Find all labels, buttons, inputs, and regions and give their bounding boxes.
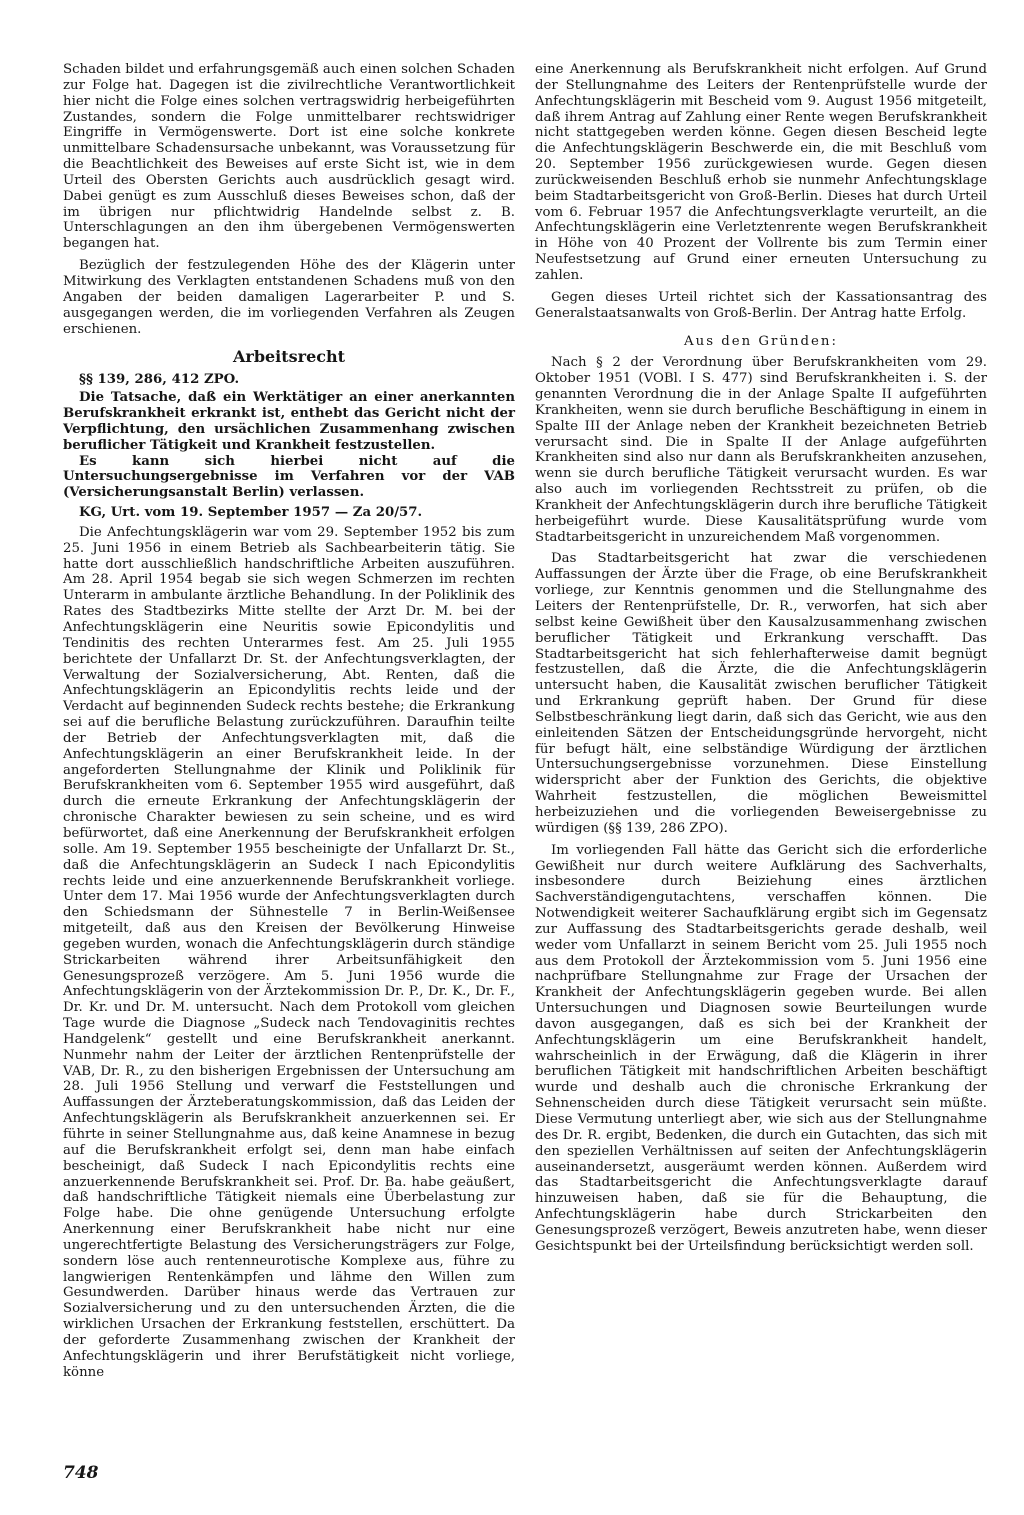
paragraph: Nach § 2 der Verordnung über Berufskrankheiten vom 29. Oktober 1951 (VOBl. I S. 477) sind Berufskrankheiten i. S. der genannten Verordnung die in der Anlage Spalte II aufgeführten Krankheiten, wenn sie durch berufliche Beschäftigung in einem in Spalte III der Anlage neben der Krankheit bezeichneten Betrieb verursacht sind. Die in Spalte II der Anlage aufgeführten Krankheiten sind also nur dann als Berufskrankheiten anzusehen, wenn sie durch berufliche Tätigkeit verursacht wurden. Es war also auch im vorliegenden Rechtsstreit zu prüfen, ob die Krankheit der Anfechtungsklägerin durch ihre berufliche Tätigkeit herbeigeführt wurde. Diese Kausalitätsprüfung wurde vom Stadtarbeitsgericht in unzureichendem Maß vorgenommen. xyxy=(535,355,987,545)
subheading: Aus den Gründen: xyxy=(684,333,838,349)
paragraph: Schaden bildet und erfahrungsgemäß auch einen solchen Schaden zur Folge hat. Dagegen ist die zivilrechtliche Verantwortlichkeit hier nicht die Folge eines solchen vertragswidrig herbeigeführten Zustandes, sondern die Folge unmittelbarer rechtswidriger Eingriffe in Vermögenswerte. Dort ist eine solche konkrete unmittelbare Schadensursache unbekannt, was Voraussetzung für die Beachtlichkeit des Beweises auf erste Sicht ist, wie in dem Urteil des Obersten Gerichts auch ausdrücklich gesagt wird. Dabei genügt es zum Ausschluß dieses Beweises schon, daß der im übrigen nur pflichtwidrig Handelnde selbst z. B. Unterschlagungen an den ihm übergebenen Vermögenswerten begangen hat. xyxy=(63,62,515,252)
court-citation: KG, Urt. vom 19. September 1957 — Za 20/57. xyxy=(79,505,423,521)
headnote: Es kann sich hierbei nicht auf die Untersuchungsergebnisse im Verfahren vor der VAB (Versicherungsanstalt Berlin) verlassen. xyxy=(63,453,515,501)
paragraph: Bezüglich der festzulegenden Höhe des der Klägerin unter Mitwirkung des Verklagten entstandenen Schadens muß von den Angaben der beiden damaligen Lagerarbeiter P. und S. ausgegangen werden, die im vorliegenden Verfahren als Zeugen erschienen. xyxy=(63,258,515,337)
paragraph: Das Stadtarbeitsgericht hat zwar die verschiedenen Auffassungen der Ärzte über die Frage, ob eine Berufskrankheit vorliege, zur Kenntnis genommen und die Stellungnahme des Leiters der Rentenprüfstelle, Dr. R., verworfen, hat sich aber selbst keine Gewißheit über den Kausalzusammenhang zwischen beruflicher Tätigkeit und Erkrankung verschafft. Das Stadtarbeitsgericht hat sich fehlerhafterweise damit begnügt festzustellen, daß die Ärzte, die die Anfechtungsklägerin untersucht haben, die Kausalität zwischen beruflicher Tätigkeit und Erkrankung geprüft haben. Der Grund für diese Selbstbeschränkung liegt darin, daß sich das Gericht, wie aus den einleitenden Sätzen der Entscheidungsgründe hervorgeht, nicht für befugt hält, eine selbständige Würdigung der ärztlichen Untersuchungsergebnisse vorzunehmen. Diese Einstellung widerspricht aber der Funktion des Gerichts, die objektive Wahrheit festzustellen, die möglichen Beweismittel herbeizuziehen und die vorliegenden Beweisergebnisse zu würdigen (§§ 139, 286 ZPO). xyxy=(535,551,987,836)
left-column xyxy=(63,62,515,1381)
statute-reference: §§ 139, 286, 412 ZPO. xyxy=(79,372,240,388)
paragraph: Die Anfechtungsklägerin war vom 29. September 1952 bis zum 25. Juni 1956 in einem Betrieb als Sachbearbeiterin tätig. Sie hatte dort ausschließlich handschriftliche Arbeiten auszuführen. Am 28. April 1954 begab sie sich wegen Schmerzen im rechten Unterarm in ambulante ärztliche Behandlung. In der Poliklinik des Rates des Stadtbezirks Mitte stellte der Arzt Dr. M. bei der Anfechtungsklägerin eine Neuritis sowie Epicondylitis und Tendinitis des rechten Unterarmes fest. Am 25. Juli 1955 berichtete der Unfallarzt Dr. St. der Anfechtungsverklagten, der Verwaltung der Sozialversicherung, Abt. Renten, daß die Anfechtungsklägerin an Epicondylitis rechts leide und der Verdacht auf beginnenden Sudeck rechts bestehe; die Erkrankung sei auf die berufliche Belastung zurückzuführen. Daraufhin teilte der Betrieb der Anfechtungsverklagten mit, daß die Anfechtungsklägerin an einer Berufskrankheit leide. In der angeforderten Stellungnahme der Klinik und Poliklinik für Berufskrankheiten vom 6. September 1955 wird ausgeführt, daß durch die erneute Erkrankung der Anfechtungsklägerin der chronische Charakter bewiesen zu sein scheine, und es wird befürwortet, daß eine Anerkennung der Berufskrankheit erfolgen solle. Am 19. September 1955 bescheinigte der Unfallarzt Dr. St., daß die Anfechtungsklägerin an Sudeck I nach Epicondylitis rechts leide und eine anzuerkennende Berufskrankheit vorliege. Unter dem 17. Mai 1956 wurde der Anfechtungsverklagten durch den Schiedsmann der Sühnestelle 7 in Berlin-Weißensee mitgeteilt, daß aus den Kreisen der Bevölkerung Hinweise gegeben wurden, wonach die Anfechtungsklägerin durch ständige Strickarbeiten während ihrer Arbeitsunfähigkeit den Genesungsprozeß verzögere. Am 5. Juni 1956 wurde die Anfechtungsklägerin von der Ärztekommission Dr. P., Dr. K., Dr. F., Dr. Kr. und Dr. M. untersucht. Nach dem Protokoll vom gleichen Tage wurde die Diagnose „Sudeck nach Tendovaginitis rechtes Handgelenk“ gestellt und eine Berufskrankheit anerkannt. Nunmehr nahm der Leiter der ärztlichen Rentenprüfstelle der VAB, Dr. R., zu den bisherigen Ergebnissen der Untersuchung am 28. Juli 1956 Stellung und verwarf die Feststellungen und Auffassungen der Ärzteberatungskommission, daß das Leiden der Anfechtungsklägerin als Berufskrankheit anzuerkennen sei. Er führte in seiner Stellungnahme aus, daß keine Anamnese in bezug auf die Berufskrankheit erfolgt sei, denn man habe einfach bescheinigt, daß Sudeck I nach Epicondylitis rechts eine anzuerkennende Berufskrankheit sei. Prof. Dr. Ba. habe geäußert, daß handschriftliche Tätigkeit niemals eine Überbelastung zur Folge habe. Die ohne genügende Untersuchung erfolgte Anerkennung einer Berufskrankheit habe nicht nur eine ungerechtfertigte Belastung des Versicherungsträgers zur Folge, sondern löse auch rentenneurotische Komplexe aus, führe zu langwierigen Rentenkämpfen und lähme den Willen zum Gesundwerden. Darüber hinaus werde das Vertrauen zur Sozialversicherung und zu den untersuchenden Ärzten, die die wirklichen Ursachen der Erkrankung feststellen, erschüttert. Da der geforderte Zusammenhang zwischen der Krankheit der Anfechtungsklägerin und ihrer Berufstätigkeit nicht vorliege, könne xyxy=(63,524,515,1380)
paragraph: Im vorliegenden Fall hätte das Gericht sich die erforderliche Gewißheit nur durch weitere Aufklärung des Sachverhalts, insbesondere durch Beiziehung eines ärztlichen Sachverständigengutachtens, verschaffen können. Die Notwendigkeit weiterer Sachaufklärung ergibt sich im Gegensatz zur Auffassung des Stadtarbeitsgerichts gerade deshalb, weil weder vom Unfallarzt in seinem Bericht vom 25. Juli 1955 noch aus dem Protokoll der Ärztekommission vom 5. Juni 1956 eine nachprüfbare Stellungnahme zur Frage der Ursachen der Krankheit der Anfechtungsklägerin gegeben wurde. Bei allen Untersuchungen und Diagnosen sowie Beurteilungen wurde davon ausgegangen, daß es sich bei der Krankheit der Anfechtungsklägerin um eine Berufskrankheit handelt, wahrscheinlich in der Erwägung, daß die Klägerin in ihrer beruflichen Tätigkeit mit handschriftlichen Arbeiten beschäftigt wurde und deshalb auch die chronische Erkrankung der Sehnenscheiden durch diese Tätigkeit verursacht sein müßte. Diese Vermutung unterliegt aber, wie sich aus der Stellungnahme des Dr. R. ergibt, Bedenken, die durch ein Gutachten, das sich mit den speziellen Verhältnissen auf seiten der Anfechtungsklägerin auseinandersetzt, ausgeräumt werden können. Außerdem wird das Stadtarbeitsgericht die Anfechtungsverklagte darauf hinzuweisen haben, daß sie für die Behauptung, die Anfechtungsklägerin habe durch Strickarbeiten den Genesungsprozeß verzögert, Beweis anzutreten habe, wenn dieser Gesichtspunkt bei der Urteilsfindung berücksichtigt werden soll. xyxy=(535,842,987,1254)
headnote: Die Tatsache, daß ein Werktätiger an einer anerkannten Berufskrankheit erkrankt ist, enthebt das Gericht nicht der Verpflichtung, den ursächlichen Zusammenhang zwischen beruflicher Tätigkeit und Krankheit festzustellen. xyxy=(63,390,515,453)
section-title: Arbeitsrecht xyxy=(232,347,346,367)
right-column xyxy=(535,62,987,1255)
paragraph: eine Anerkennung als Berufskrankheit nicht erfolgen. Auf Grund der Stellungnahme des Leiters der Rentenprüfstelle wurde der Anfechtungsklägerin mit Bescheid vom 9. August 1956 mitgeteilt, daß ihrem Antrag auf Zahlung einer Rente wegen Berufskrankheit nicht stattgegeben werden könne. Gegen diesen Bescheid legte die Anfechtungsklägerin Beschwerde ein, die mit Beschluß vom 20. September 1956 zurückgewiesen wurde. Gegen diesen zurückweisenden Beschluß erhob sie nunmehr Anfechtungsklage beim Stadtarbeitsgericht von Groß-Berlin. Dieses hat durch Urteil vom 6. Februar 1957 die Anfechtungsverklagte verurteilt, an die Anfechtungsklägerin eine Verletztenrente wegen Berufskrankheit in Höhe von 40 Prozent der Vollrente bis zum Termin einer Neufestsetzung auf Grund einer erneuten Untersuchung zu zahlen. xyxy=(535,62,987,283)
paragraph: Gegen dieses Urteil richtet sich der Kassationsantrag des Generalstaatsanwalts von Groß-Berlin. Der Antrag hatte Erfolg. xyxy=(535,289,987,321)
page-number: 748 xyxy=(63,1463,99,1483)
